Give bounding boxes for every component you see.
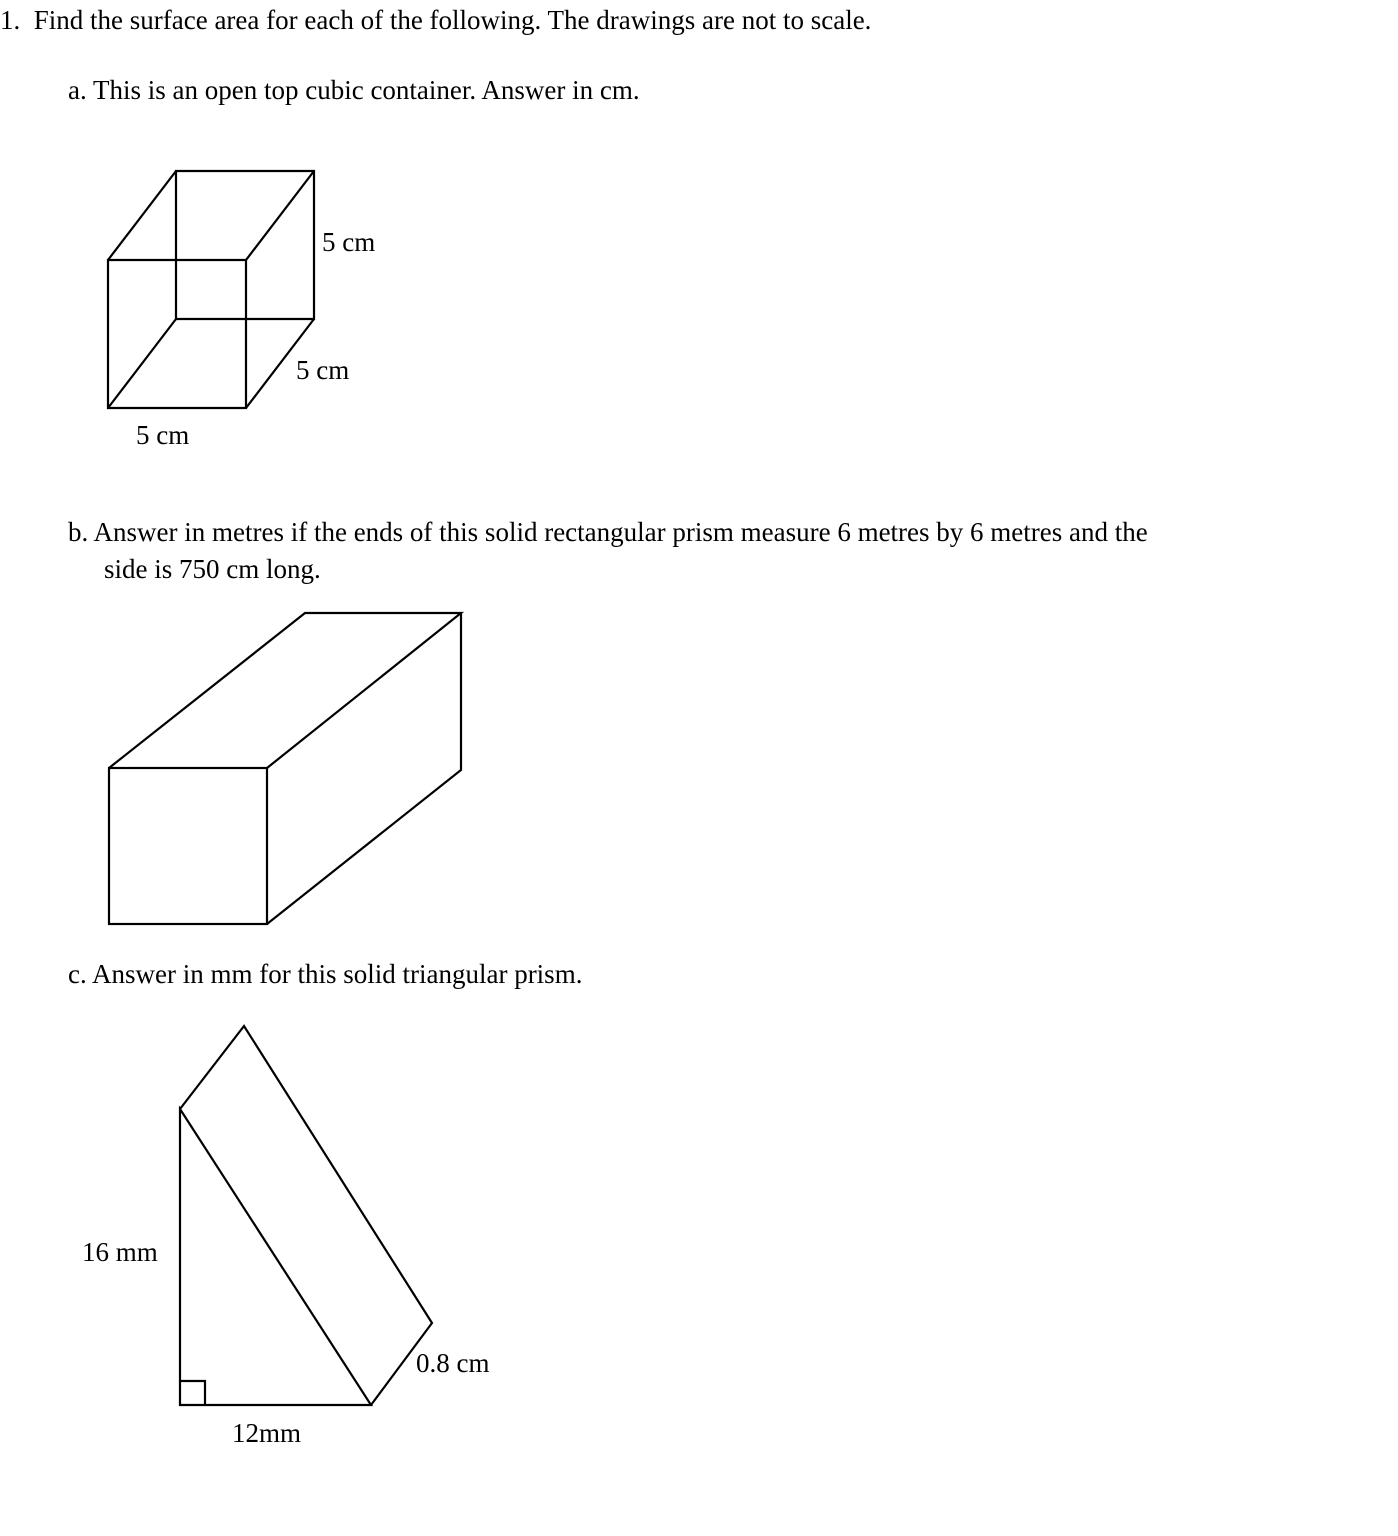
prism-side-outline xyxy=(267,613,461,924)
prism-long-face xyxy=(180,1026,432,1405)
triangle-height-label: 16 mm xyxy=(82,1237,158,1267)
prism-top-outline xyxy=(109,613,461,768)
prism-length-label: 0.8 cm xyxy=(416,1348,490,1378)
triangular-prism-figure xyxy=(180,1026,432,1405)
part-b-text-line1: Answer in metres if the ends of this solid rectangular prism measure 6 metres by 6 metres and the xyxy=(93,517,1148,547)
cube-width-label: 5 cm xyxy=(136,420,190,450)
cube-edge-top-right xyxy=(246,171,314,260)
part-a-text: This is an open top cubic container. Answer in cm. xyxy=(93,75,640,105)
part-a-letter: a. xyxy=(68,75,87,105)
cube-edge-top-left xyxy=(108,171,176,260)
question-prompt: Find the surface area for each of the following. The drawings are not to scale. xyxy=(33,5,872,35)
triangle-end-face xyxy=(180,1109,371,1405)
open-top-cube-figure xyxy=(108,171,314,408)
cube-height-label: 5 cm xyxy=(322,227,376,257)
question-number: 1. xyxy=(0,5,21,35)
part-c-text: Answer in mm for this solid triangular prism. xyxy=(92,959,583,989)
rectangular-prism-figure xyxy=(109,613,461,924)
cube-depth-label: 5 cm xyxy=(296,355,350,385)
part-b-text-line2: side is 750 cm long. xyxy=(104,554,321,584)
prism-front-face xyxy=(109,768,267,924)
cube-edge-bottom-left xyxy=(108,319,176,408)
right-angle-marker xyxy=(180,1381,205,1405)
triangle-base-label: 12mm xyxy=(232,1418,302,1448)
part-c-letter: c. xyxy=(68,959,87,989)
part-b-letter: b. xyxy=(68,517,89,547)
